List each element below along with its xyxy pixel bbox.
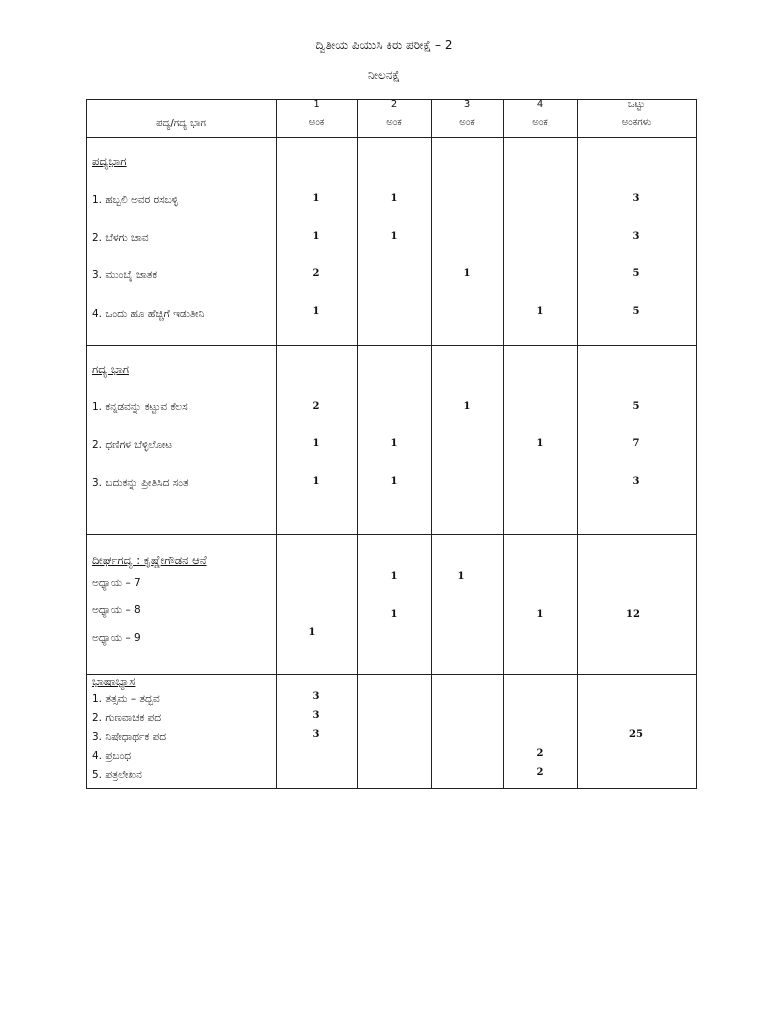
cell-total: 5 (632, 306, 640, 317)
cell-c4: 2 (536, 767, 544, 778)
row-label: 5. ಪತ್ರಲೇಖನ (92, 769, 142, 781)
header-c4-num: 4 (536, 99, 544, 110)
row-label: 2. ಬೆಳಗು ಚಾವ (92, 232, 149, 244)
cell-c1: 2 (312, 268, 320, 279)
cell-total: 5 (632, 401, 640, 412)
row-label: ಅಧ್ಯಾಯ – 9 (92, 632, 141, 644)
cell-c1: 1 (308, 627, 316, 638)
cell-c1: 1 (312, 306, 320, 317)
cell-c1: 1 (312, 193, 320, 204)
row-label: ಅಧ್ಯಾಯ – 8 (92, 604, 141, 616)
header-c1 (276, 98, 357, 129)
section-title-bhasha: ಭಾಷಾಭ್ಯಾಸ (92, 674, 136, 688)
cell-c4: 1 (536, 306, 544, 317)
header-c3-num: 3 (463, 99, 471, 110)
header-total-top: ಒಟ್ಟು (627, 99, 646, 110)
cell-c1: 3 (312, 710, 320, 721)
cell-c1: 1 (312, 438, 320, 449)
header-c4 (503, 98, 577, 129)
cell-c2: 1 (390, 476, 398, 487)
row-label: 3. ಮುಂಬೈ ಜಾತಕ (92, 269, 158, 281)
header-total-label: ಅಂಕಗಳು (621, 117, 652, 128)
cell-c2: 1 (390, 609, 398, 620)
row-label: 4. ಪ್ರಬಂಧ (92, 750, 132, 762)
section-title-gadya: ಗದ್ಯ ಭಾಗ (92, 362, 130, 376)
cell-c3: 1 (457, 571, 465, 582)
cell-total: 3 (632, 231, 640, 242)
cell-c3: 1 (463, 401, 471, 412)
cell-c3: 1 (463, 268, 471, 279)
cell-c2: 1 (390, 571, 398, 582)
cell-total: 7 (632, 438, 640, 449)
cell-c4: 1 (536, 609, 544, 620)
row-label: 4. ಒಂದು ಹೂ ಹೆಚ್ಚಿಗೆ ಇಡುತೀನಿ (92, 308, 205, 320)
cell-c1: 1 (312, 231, 320, 242)
row-label: 1. ತತ್ಸಮ – ತದ್ಭವ (92, 693, 160, 705)
row-label: ಅಧ್ಯಾಯ – 7 (92, 577, 141, 589)
header-c3 (431, 98, 503, 129)
cell-total: 12 (626, 609, 640, 620)
header-c2-label: ಅಂಕ (386, 117, 402, 128)
cell-c4: 1 (536, 438, 544, 449)
cell-total: 25 (629, 729, 643, 740)
cell-c2: 1 (390, 193, 398, 204)
row-label: 2. ಧಣಿಗಳ ಬೆಳ್ಳಿಲೋಟ (92, 439, 173, 451)
header-total (577, 98, 696, 129)
cell-c1: 2 (312, 401, 320, 412)
row-label: 1. ಕನ್ನಡವನ್ನು ಕಟ್ಟುವ ಕೆಲಸ (92, 401, 188, 413)
header-c2 (357, 98, 431, 129)
header-c1-num: 1 (313, 99, 320, 110)
row-label: 1. ಹಬ್ಬಲಿ ಅವರ ರಸಬಳ್ಳಿ (92, 194, 179, 206)
cell-c4: 2 (536, 748, 544, 759)
cell-total: 3 (632, 193, 640, 204)
header-c2-num: 2 (390, 99, 398, 110)
cell-c1: 1 (312, 476, 320, 487)
row-label: 3. ನಿಷೇಧಾರ್ಥಕ ಪದ (92, 731, 167, 743)
header-c1-label: ಅಂಕ (308, 117, 325, 128)
cell-c1: 3 (312, 729, 320, 740)
header-part: ಪದ್ಯ/ಗದ್ಯ ಭಾಗ (156, 118, 206, 129)
cell-c2: 1 (390, 438, 398, 449)
page-title: ದ್ವಿತೀಯ ಪಿಯುಸಿ ಕಿರು ಪರೀಕ್ಷೆ – 2 (315, 38, 453, 52)
row-label: 3. ಬದುಕನ್ನು ಪ್ರೀತಿಸಿದ ಸಂತ (92, 477, 189, 489)
header-c4-label: ಅಂಕ (532, 117, 548, 128)
cell-c1: 3 (312, 691, 320, 702)
cell-total: 3 (632, 476, 640, 487)
row-label: 2. ಗುಣವಾಚಕ ಪದ (92, 712, 162, 724)
header-c3-label: ಅಂಕ (459, 117, 475, 128)
cell-c2: 1 (390, 231, 398, 242)
section-title-dheergha: ದೀರ್ಘಗದ್ಯ : ಕೃಷ್ಣೇಗೌಡನ ಆನೆ (92, 553, 207, 567)
page-subtitle: ನೀಲನಕ್ಷೆ (367, 68, 401, 82)
section-title-padya: ಪದ್ಯಭಾಗ (92, 154, 127, 168)
cell-total: 5 (632, 268, 640, 279)
